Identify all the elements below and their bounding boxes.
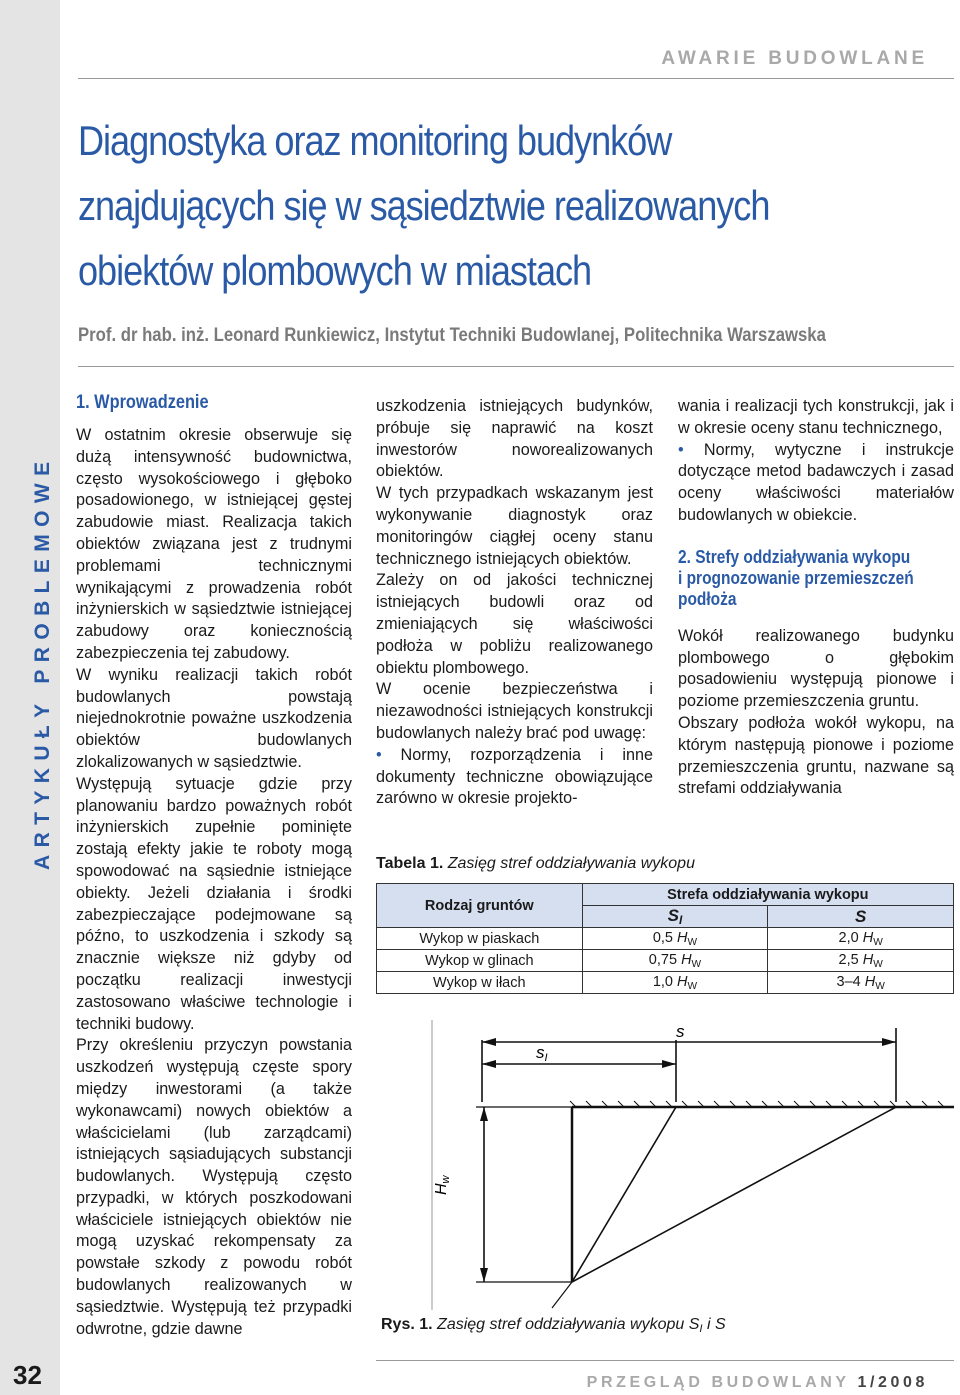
sidebar-label: ARTYKUŁY PROBLEMOWE — [31, 454, 54, 870]
table-caption: Tabela 1. Zasięg stref oddziaływania wykopu — [376, 855, 695, 872]
column-2 — [376, 396, 653, 810]
bullet-icon: • — [678, 440, 684, 459]
footer-journal: PRZEGLĄD BUDOWLANY 1/2008 — [586, 1374, 928, 1391]
heading-line: podłoża — [678, 588, 737, 609]
title-line: obiektów plombowych w miastach — [78, 247, 592, 294]
column-3 — [678, 396, 954, 800]
section-header: AWARIE BUDOWLANE — [661, 48, 928, 69]
label-hw: Hw — [433, 1175, 452, 1195]
bullet-text: Normy, wytyczne i instrukcje dotyczące metod badawczych i zasad oceny właściwości materiałów budowlanych w obiekcie. — [678, 440, 955, 524]
zone-line-s1 — [572, 1107, 676, 1282]
author-rule — [78, 366, 954, 367]
title-line: znajdujących się w sąsiedztwie realizowanych — [78, 182, 770, 229]
heading-line: i prognozowanie przemieszczeń — [678, 567, 914, 588]
paragraph: W ocenie bezpieczeństwa i niezawodności istniejących konstrukcji budowlanych należy brać pod uwagę: — [376, 680, 653, 742]
paragraph: Występują sytuacje gdzie przy planowaniu bardzo poważnych robót inżynierskich zupełnie pominięte zostają efekty jakie te roboty mogą spowodować na sąsiednie istniejące obiekty. Jeżeli działania i środki zabezpieczające podejmowane są późno, to uszkodzenia i szkody są znacznie większe niż gdyby od początku realizacji inwestycji zastosowano właściwe technologie i techniki budowy. — [76, 774, 352, 1033]
article-title — [78, 108, 835, 303]
paragraph: Obszary podłoża wokół wykopu, na którym następują pionowe i poziome przemieszczenia gruntu, nazwane są strefami oddziaływania — [678, 713, 954, 798]
bullet-icon: • — [376, 745, 382, 764]
table-header-soil: Rodzaj gruntów — [377, 884, 583, 928]
section-heading-1: 1. Wprowadzenie — [76, 392, 209, 413]
table-header-zone: Strefa oddziaływania wykopu — [582, 884, 953, 906]
paragraph: Zależy on od jakości technicznej istniejących budowli oraz od zmieniających się właściwości podłoża w pobliżu realizowanego obiektu plombowego. — [376, 571, 653, 677]
excavation-zone-diagram — [376, 1020, 954, 1310]
column-1 — [76, 392, 352, 1340]
page-number: 32 — [13, 1360, 42, 1390]
paragraph: Przy określeniu przyczyn powstania uszkodzeń występują częste spory między inwestorami (a także wykonawcami) nowych obiektów a właścicielami (lub zarządcami) istniejących sąsiadujących substancji budowlanych. Występują często przypadki, w których poszkodowani właściciele istniejących obiektów nie mogą uzyskać rekompensaty za powstałe szkody z powodu robót budowlanych realizowanych w sąsiedztwie. Występują też przypadki odwrotne, gdzie dawne — [76, 1036, 352, 1338]
label-s: s — [676, 1022, 685, 1041]
excavation-base — [552, 1282, 572, 1308]
footer-rule — [376, 1360, 954, 1361]
bullet-text: Normy, rozporządzenia i inne dokumenty techniczne obowiązujące zarówno w okresie projekto- — [376, 745, 653, 808]
label-s1: sI — [536, 1043, 548, 1064]
paragraph: W tych przypadkach wskazanym jest wykonywanie diagnostyk oraz monitoringów ciągłej oceny stanu technicznego istniejących obiektów. — [376, 484, 653, 568]
table-row: Wykop w iłach 1,0 $H_W$ 3–4 $H_W$ — [377, 972, 954, 994]
paragraph: Wokół realizowanego budynku plombowego o głębokim posadowieniu występują pionowe i poziome przemieszczenia gruntu. — [678, 626, 954, 711]
table-header-s1: $S_I$ — [582, 906, 768, 928]
bullet-item — [678, 440, 954, 527]
table-row: Wykop w piaskach 0,5 $H_W$ 2,0 $H_W$ — [377, 928, 954, 950]
table-row: Wykop w glinach 0,75 $H_W$ 2,5 $H_W$ — [377, 950, 954, 972]
title-line: Diagnostyka oraz monitoring budynków — [78, 117, 672, 164]
paragraph: uszkodzenia istniejących budynków, próbuje się naprawić na koszt inwestorów noworealizowanych obiektów. — [376, 397, 653, 481]
zones-table — [376, 883, 954, 994]
bullet-item — [376, 745, 653, 810]
heading-line: 2. Strefy oddziaływania wykopu — [678, 546, 911, 567]
section-heading-2 — [678, 547, 915, 610]
header-rule — [78, 78, 954, 79]
paragraph: wania i realizacji tych konstrukcji, jak i w okresie oceny stanu technicznego, — [678, 397, 954, 437]
author-line: Prof. dr hab. inż. Leonard Runkiewicz, Instytut Techniki Budowlanej, Politechnika Warszawska — [78, 325, 826, 346]
paragraph: W ostatnim okresie obserwuje się dużą intensywność budownictwa, często wysokościowego i głęboko posadowionego, w istniejącej gęstej zabudowie miast. Realizacja takich obiektów związana jest z trudnymi problemami technicznymi wynikającymi z prowadzenia robót inżynierskich w sąsiedztwie istniejącej zabudowy oraz koniecznością zabezpieczenia tej zabudowy. — [76, 426, 352, 662]
zone-line-s — [572, 1107, 896, 1282]
figure-caption: Rys. 1. Zasięg stref oddziaływania wykopu $S_I$ i S — [381, 1316, 726, 1335]
paragraph: W wyniku realizacji takich robót budowlanych powstają niejednokrotnie poważne uszkodzenia obiektów budowlanych zlokalizowanych w sąsiedztwie. — [76, 665, 352, 771]
table-header-s: S — [768, 906, 954, 928]
